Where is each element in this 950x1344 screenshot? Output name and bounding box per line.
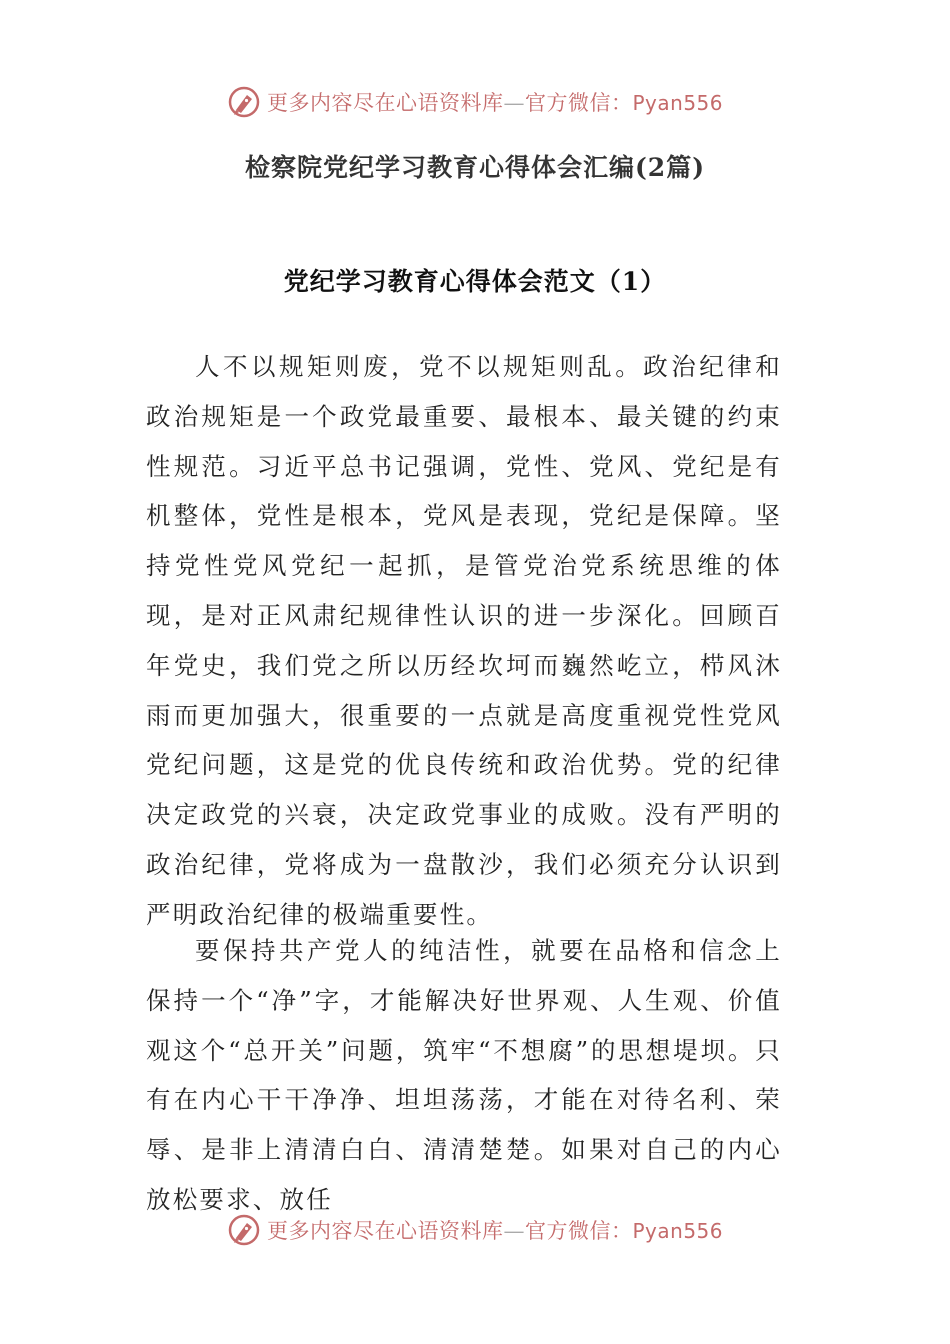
pen-nib-logo-icon	[227, 1213, 261, 1247]
document-title: 检察院党纪学习教育心得体会汇编(2篇)	[244, 153, 706, 182]
watermark-label: 官方微信：	[524, 1219, 633, 1243]
body-paragraph-1: 人不以规矩则废，党不以规矩则乱。政治纪律和政治规矩是一个政党最重要、最根本、最关键的约束性规范。习近平总书记强调，党性、党风、党纪是有机整体，党性是根本，党风是表现，党纪是保障。坚持党性党风党纪一起抓，是管党治党系统思维的体现，是对正风肃纪规律性认识的进一步深化。回顾百年党史，我们党之所以历经坎坷而巍然屹立，栉风沐雨而更加强大，很重要的一点就是高度重视党性党风党纪问题，这是党的优良传统和政治优势。党的纪律决定政党的兴衰，决定政党事业的成败。没有严明的政治纪律，党将成为一盘散沙，我们必须充分认识到严明政治纪律的极端重要性。	[146, 352, 782, 929]
header-watermark	[0, 82, 950, 122]
pen-nib-logo-icon	[227, 85, 261, 119]
watermark-text	[267, 1215, 723, 1245]
watermark-text	[267, 87, 723, 117]
watermark-handle: Pyan556	[632, 1219, 723, 1243]
watermark-site: 更多内容尽在心语资料库	[266, 1219, 504, 1243]
body-paragraph-2: 要保持共产党人的纯洁性，就要在品格和信念上保持一个“净”字，才能解决好世界观、人生观、价值观这个“总开关”问题，筑牢“不想腐”的思想堤坝。只有在内心干干净净、坦坦荡荡，才能在对待名利、荣辱、是非上清清白白、清清楚楚。如果对自己的内心放松要求、放任	[146, 936, 782, 1214]
watermark-site: 更多内容尽在心语资料库	[266, 91, 504, 115]
section-title: 党纪学习教育心得体会范文（1）	[283, 267, 667, 296]
watermark-handle: Pyan556	[632, 91, 723, 115]
watermark-separator: —	[503, 1219, 525, 1243]
footer-watermark	[0, 1210, 950, 1250]
watermark-label: 官方微信：	[524, 91, 633, 115]
watermark-separator: —	[503, 91, 525, 115]
